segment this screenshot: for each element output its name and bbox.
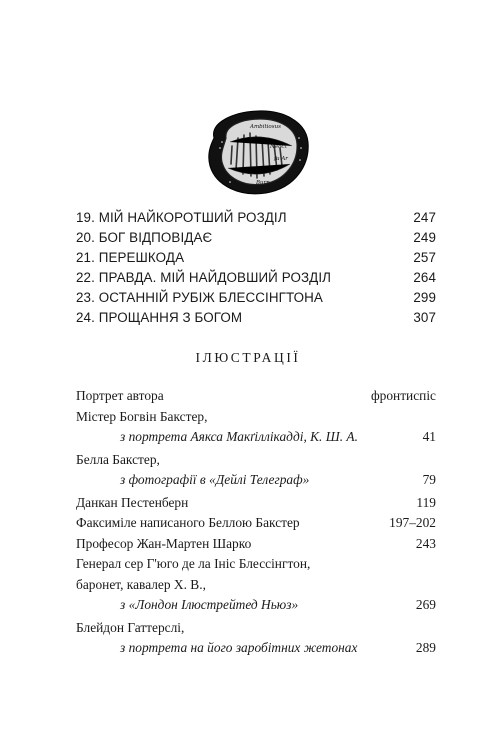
toc-title: 19. МІЙ НАЙКОРОТШИЙ РОЗДІЛ <box>76 210 287 225</box>
illustration-entry[interactable] <box>76 638 436 659</box>
illustration-text: Генерал сер Г'юго де ла Ініс Блессінгтон, <box>76 556 311 571</box>
illustration-entry <box>76 450 436 471</box>
illustration-entry[interactable] <box>76 386 436 407</box>
illustration-text: баронет, кавалер Х. В., <box>76 576 206 592</box>
illustration-entry[interactable] <box>76 470 436 491</box>
illustration-source: з портрета Аякса Макґіллікадді, К. Ш. А. <box>120 429 358 444</box>
illustration-page: 41 <box>422 429 436 444</box>
illustration-entry[interactable] <box>76 595 436 616</box>
illustration-page: 269 <box>415 597 436 612</box>
illustrations-heading: ІЛЮСТРАЦІЇ <box>195 350 301 365</box>
illustration-page: фронтиспіс <box>370 388 436 403</box>
illustration-text: Містер Богвін Бакстер, <box>76 408 208 424</box>
toc-entry[interactable] <box>76 268 436 288</box>
svg-text:Neoct: Neoct <box>270 144 287 150</box>
table-of-contents <box>76 208 436 328</box>
illustration-entry[interactable] <box>76 427 436 448</box>
illustrations-list <box>76 386 436 659</box>
toc-page: 307 <box>413 310 436 325</box>
toc-page: 299 <box>413 290 436 305</box>
illustration-text: Данкан Пестенберн <box>76 494 189 510</box>
toc-title: 20. БОГ ВІДПОВІДАЄ <box>76 230 213 245</box>
illustration-entry[interactable] <box>76 493 436 514</box>
illustration-page: 243 <box>415 535 436 551</box>
toc-title: 24. ПРОЩАННЯ З БОГОМ <box>76 310 243 325</box>
illustration-entry <box>76 407 436 428</box>
illustration-page: 197–202 <box>389 515 436 530</box>
illustration-page: 119 <box>416 494 436 510</box>
toc-entry[interactable] <box>76 248 436 268</box>
illustration-text: Блейдон Гаттерслі, <box>76 619 185 635</box>
wax-seal-icon <box>200 108 312 196</box>
illustration-page: 289 <box>415 640 436 655</box>
illustration-text: Факсиміле написаного Беллою Бакстер <box>76 515 300 530</box>
illustration-page: 79 <box>422 472 436 487</box>
toc-entry[interactable] <box>76 208 436 228</box>
illustration-entry <box>76 575 436 596</box>
illustration-entry[interactable] <box>76 534 436 555</box>
illustration-entry <box>76 618 436 639</box>
toc-entry[interactable] <box>76 308 436 328</box>
illustration-entry <box>76 554 436 575</box>
illustration-source: з фотографії в «Дейлі Телеграф» <box>120 472 310 487</box>
illustration-text: Белла Бакстер, <box>76 451 160 467</box>
toc-entry[interactable] <box>76 228 436 248</box>
illustration-text: Професор Жан-Мартен Шарко <box>76 535 252 551</box>
illustration-source: з «Лондон Ілюстрейтед Ньюз» <box>120 597 299 612</box>
toc-page: 264 <box>413 270 436 285</box>
svg-text:Ambitiosus: Ambitiosus <box>250 124 281 130</box>
illustration-entry[interactable] <box>76 513 436 534</box>
svg-text:Burn: Burn <box>256 180 270 186</box>
toc-title: 22. ПРАВДА. МІЙ НАЙДОВШИЙ РОЗДІЛ <box>76 270 332 285</box>
svg-text:fu Ar: fu Ar <box>274 156 288 162</box>
illustration-text: Портрет автора <box>76 388 164 403</box>
toc-page: 257 <box>413 250 436 265</box>
toc-title: 21. ПЕРЕШКОДА <box>76 250 185 265</box>
toc-page: 247 <box>413 210 436 225</box>
toc-page: 249 <box>413 230 436 245</box>
illustration-source: з портрета на його заробітних жетонах <box>120 640 358 655</box>
toc-title: 23. ОСТАННІЙ РУБІЖ БЛЕССІНГТОНА <box>76 290 323 305</box>
toc-entry[interactable] <box>76 288 436 308</box>
